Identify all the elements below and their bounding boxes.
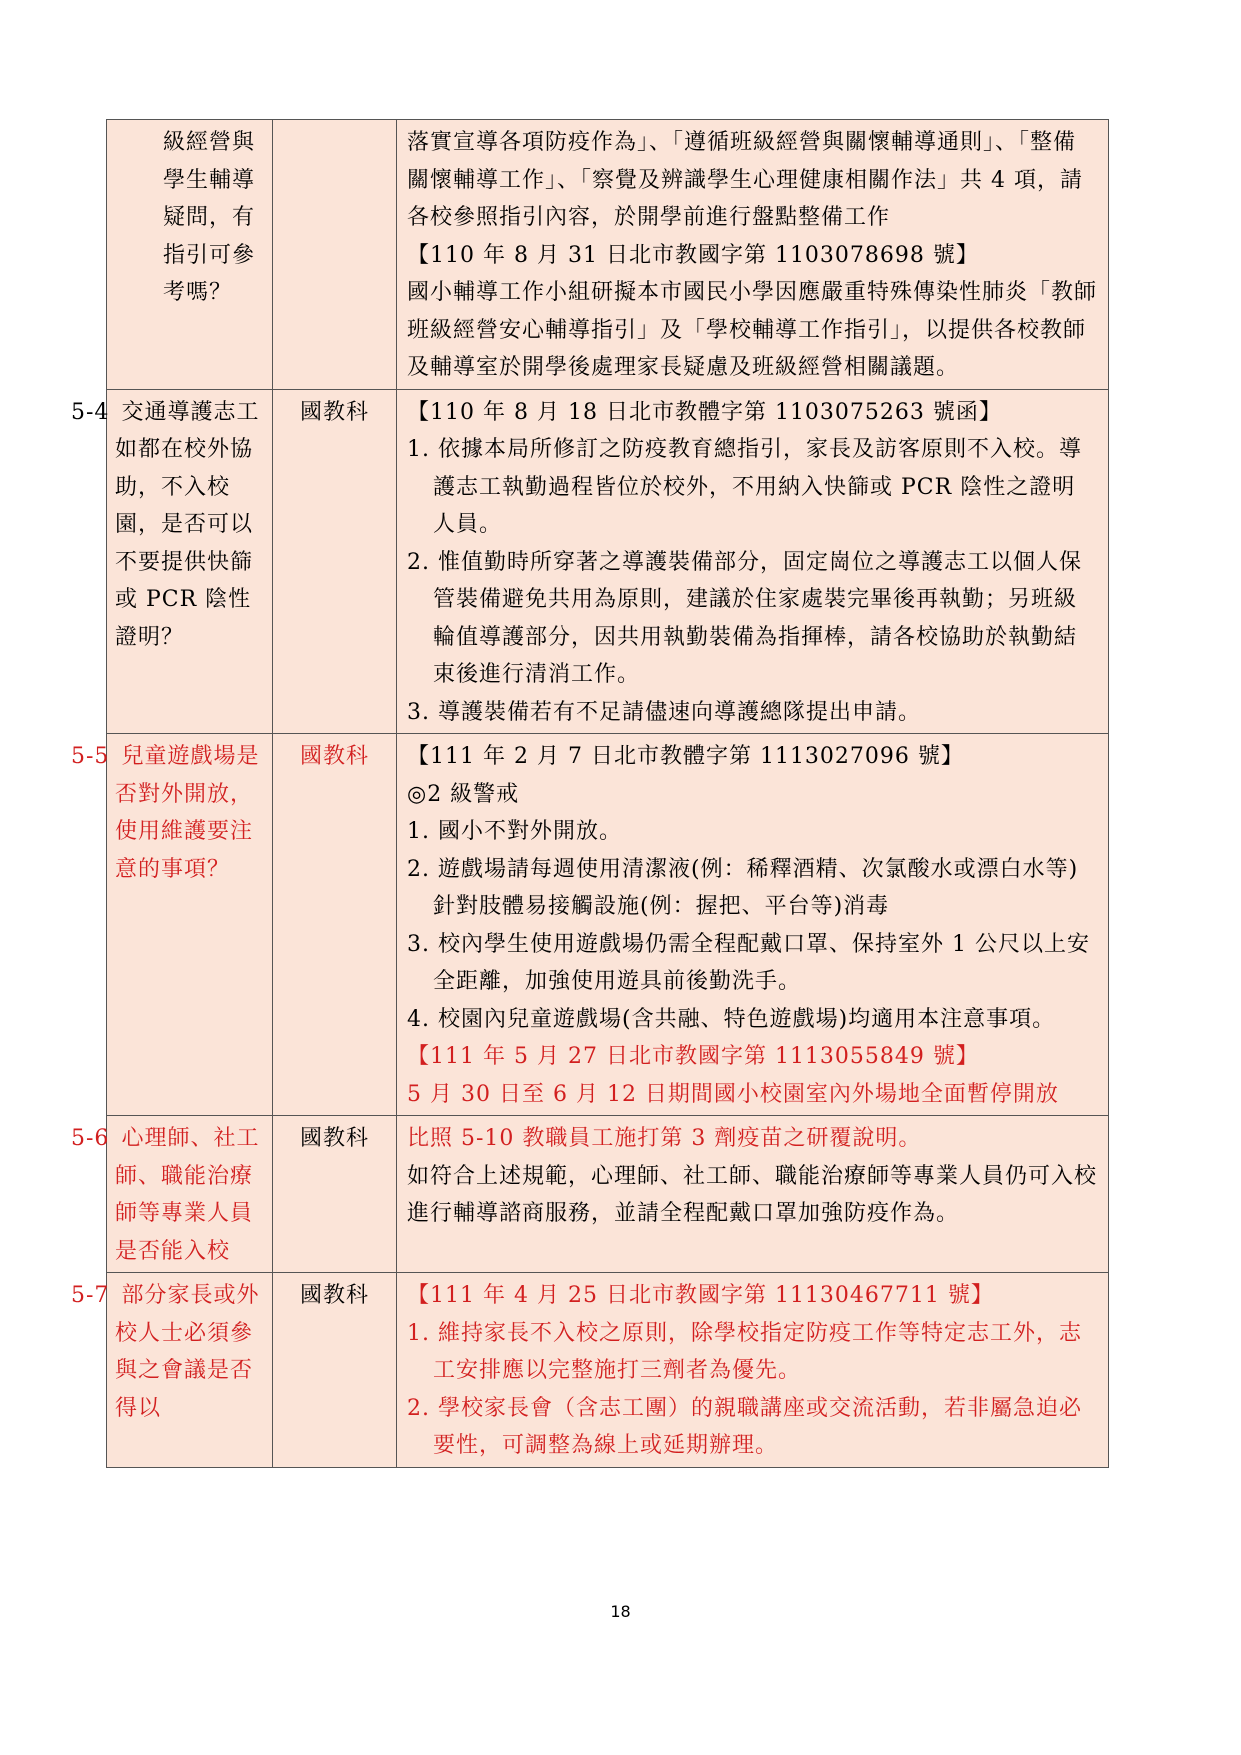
question-text: 心理師、社工師、職能治療師等專業人員是否能入校 xyxy=(115,1126,260,1264)
answer-item: 1. 國小不對外開放。 xyxy=(407,819,622,844)
closure-notice: 5 月 30 日至 6 月 12 日期間國小校園室內外場地全面暫停開放 xyxy=(407,1081,1059,1107)
department-cell: 國教科 xyxy=(273,389,397,734)
question-number: 5-6 xyxy=(71,1126,110,1151)
question-text: 交通導護志工如都在校外協助，不入校園，是否可以不要提供快篩或 PCR 陰性證明？ xyxy=(115,399,260,650)
question-cell xyxy=(71,1273,273,1468)
department-cell: 國教科 xyxy=(273,1116,397,1273)
answer-item: 4. 校園內兒童遊戲場(含共融、特色遊戲場)均適用本注意事項。 xyxy=(407,1006,1056,1032)
answer-item: 1. 維持家長不入校之原則，除學校指定防疫工作等特定志工外，志工安排應以完整施打三劑者為優先。 xyxy=(407,1320,1082,1383)
question-cell xyxy=(71,1116,273,1273)
answer-cell xyxy=(397,1116,1109,1273)
department-cell xyxy=(273,120,397,390)
question-text: 兒童遊戲場是否對外開放，使用維護要注意的事項？ xyxy=(115,744,260,882)
answer-item: 2. 惟值勤時所穿著之導護裝備部分，固定崗位之導護志工以個人保管裝備避免共用為原則，建議於住家處裝完畢後再執勤；另班級輪值導護部分，因共用執勤裝備為指揮棒，請各校協助於執勤結束後進行清消工作。 xyxy=(407,549,1082,687)
reference-note: 比照 5-10 教職員工施打第 3 劑疫苗之研覆說明。 xyxy=(407,1126,922,1151)
department-cell: 國教科 xyxy=(273,734,397,1116)
page-number: 18 xyxy=(610,1602,631,1621)
table-row xyxy=(107,389,1109,734)
answer-cell xyxy=(397,1273,1109,1468)
table-row xyxy=(107,120,1109,390)
document-reference-red: 【111 年 4 月 25 日北市教國字第 11130467711 號】 xyxy=(407,1283,994,1308)
question-cell xyxy=(71,734,273,1116)
department-cell: 國教科 xyxy=(273,1273,397,1468)
faq-table xyxy=(71,119,1109,1468)
question-number: 5-7 xyxy=(71,1283,110,1308)
question-number: 5-4 xyxy=(71,399,110,425)
table-row xyxy=(107,1116,1109,1273)
question-text: 部分家長或外校人士必須參與之會議是否得以 xyxy=(115,1283,260,1421)
answer-item: 1. 依據本局所修訂之防疫教育總指引，家長及訪客原則不入校。導護志工執勤過程皆位於校外，不用納入快篩或 PCR 陰性之證明人員。 xyxy=(407,437,1082,537)
question-text: 級經營與學生輔導疑問，有指引可參考嗎？ xyxy=(163,130,256,305)
document-reference: 【110 年 8 月 31 日北市教國字第 1103078698 號】 xyxy=(407,242,979,268)
answer-cell xyxy=(397,389,1109,734)
question-cell xyxy=(71,389,273,734)
answer-paragraph: 如符合上述規範，心理師、社工師、職能治療師等專業人員仍可入校進行輔導諮商服務，並請全程配戴口罩加強防疫作為。 xyxy=(407,1163,1098,1226)
answer-cell xyxy=(397,734,1109,1116)
answer-item: 2. 學校家長會（含志工團）的親職講座或交流活動，若非屬急迫必要性，可調整為線上或延期辦理。 xyxy=(407,1395,1082,1458)
answer-item: 3. 導護裝備若有不足請儘速向導護總隊提出申請。 xyxy=(407,699,921,725)
document-reference: 【110 年 8 月 18 日北市教體字第 1103075263 號函】 xyxy=(407,399,1002,425)
document-reference-red: 【111 年 5 月 27 日北市教國字第 1113055849 號】 xyxy=(407,1044,979,1069)
table-row xyxy=(107,734,1109,1116)
answer-item: 3. 校內學生使用遊戲場仍需全程配戴口罩、保持室外 1 公尺以上安全距離，加強使用遊具前後勤洗手。 xyxy=(407,931,1090,994)
question-cell xyxy=(107,120,273,390)
document-reference: 【111 年 2 月 7 日北市教體字第 1113027096 號】 xyxy=(407,744,964,769)
answer-item: 2. 遊戲場請每週使用清潔液(例：稀釋酒精、次氯酸水或漂白水等)針對肢體易接觸設施(例：握把、平台等)消毒 xyxy=(407,856,1079,919)
question-number: 5-5 xyxy=(71,744,110,769)
table-row xyxy=(107,1273,1109,1468)
answer-cell xyxy=(397,120,1109,390)
answer-paragraph: 落實宣導各項防疫作為」、「遵循班級經營與關懷輔導通則」、「整備關懷輔導工作」、「察覺及辨識學生心理健康相關作法」共 4 項，請各校參照指引內容，於開學前進行盤點整備工作 xyxy=(407,130,1083,230)
answer-paragraph: 國小輔導工作小組研擬本市國民小學因應嚴重特殊傳染性肺炎「教師班級經營安心輔導指引」及「學校輔導工作指引」，以提供各校教師及輔導室於開學後處理家長疑慮及班級經營相關議題。 xyxy=(407,280,1098,380)
alert-level: ◎2 級警戒 xyxy=(407,781,520,807)
